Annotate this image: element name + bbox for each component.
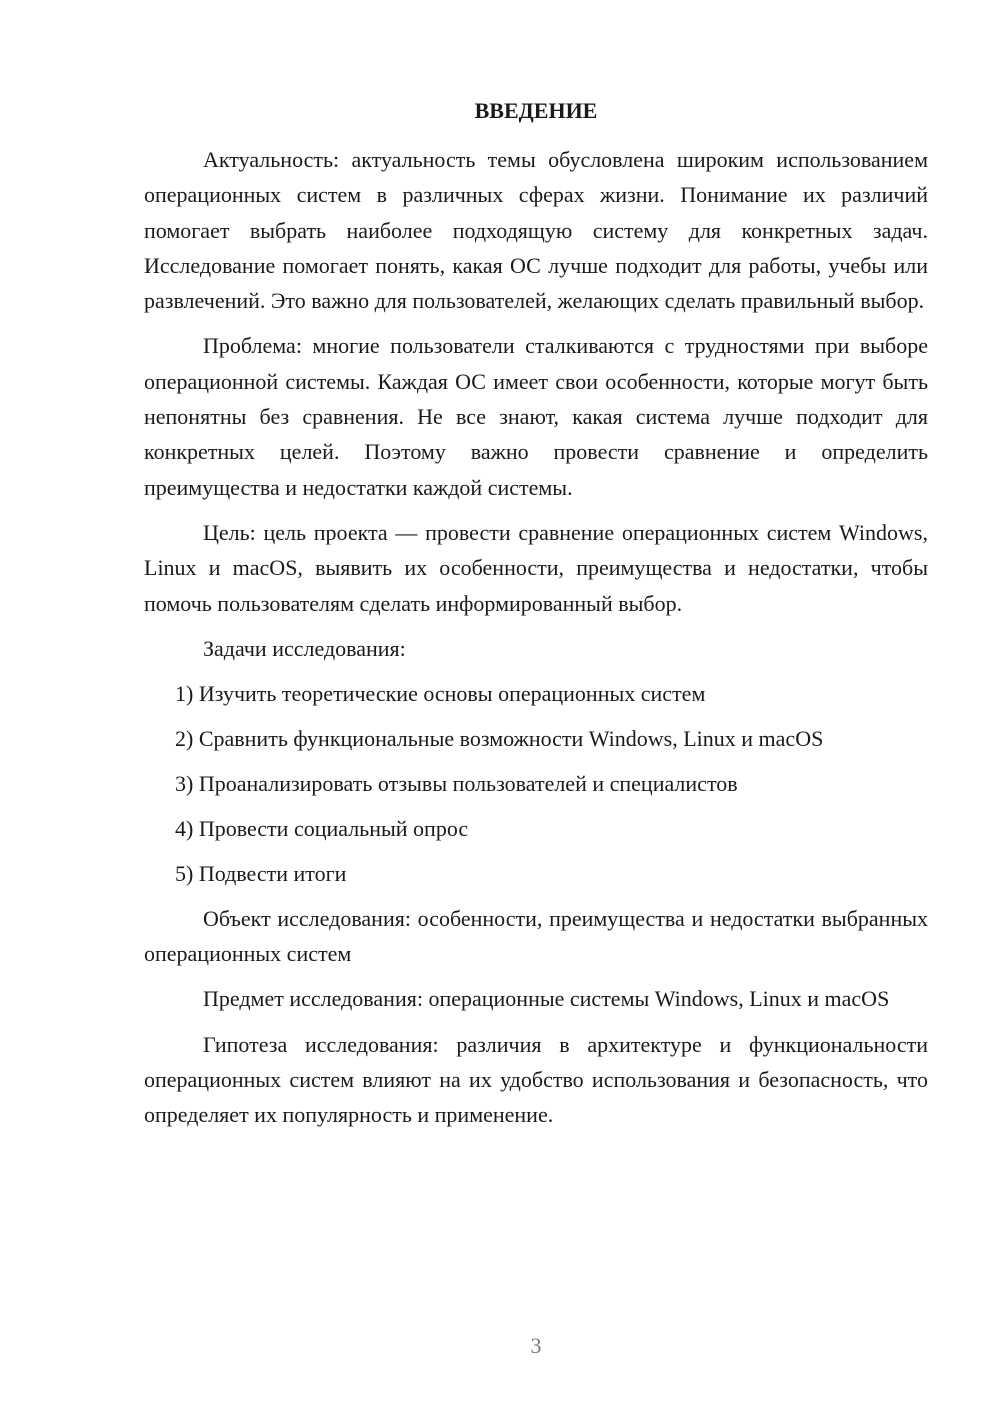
hypothesis-paragraph: Гипотеза исследования: различия в архитектуре и функциональности операционных систем влияют на их удобство использования и безопасность, что определяет их популярность и применение.	[144, 1031, 928, 1128]
task-item-3: 3) Проанализировать отзывы пользователей и специалистов	[175, 770, 738, 796]
page-title: ВВЕДЕНИЕ	[474, 98, 598, 123]
relevance-paragraph: Актуальность: актуальность темы обусловлена широким использованием операционных систем в различных сферах жизни. Понимание их различий помогает выбрать наиболее подходящую систему для конкретных задач. Исследование помогает понять, какая ОС лучше подходит для работы, учебы или развлечений. Это важно для пользователей, желающих сделать правильный выбор.	[144, 147, 928, 314]
goal-paragraph: Цель: цель проекта — провести сравнение операционных систем Windows, Linux и macOS, выявить их особенности, преимущества и недостатки, чтобы помочь пользователям сделать информированный выбор.	[144, 519, 928, 616]
task-item-5: 5) Подвести итоги	[175, 860, 347, 886]
task-item-1: 1) Изучить теоретические основы операционных систем	[175, 680, 706, 706]
page-content	[144, 98, 928, 1143]
problem-paragraph: Проблема: многие пользователи сталкиваются с трудностями при выборе операционной системы. Каждая ОС имеет свои особенности, которые могут быть непонятны без сравнения. Не все знают, какая система лучше подходит для конкретных целей. Поэтому важно провести сравнение и определить преимущества и недостатки каждой системы.	[144, 333, 928, 500]
subject-paragraph: Предмет исследования: операционные системы Windows, Linux и macOS	[203, 986, 890, 1012]
task-item-4: 4) Провести социальный опрос	[175, 815, 469, 841]
task-list	[144, 676, 928, 891]
object-paragraph: Объект исследования: особенности, преимущества и недостатки выбранных операционных систем	[144, 905, 928, 967]
task-item-2: 2) Сравнить функциональные возможности Windows, Linux и macOS	[175, 725, 824, 751]
tasks-heading: Задачи исследования:	[203, 635, 406, 661]
page-number: 3	[530, 1333, 542, 1358]
